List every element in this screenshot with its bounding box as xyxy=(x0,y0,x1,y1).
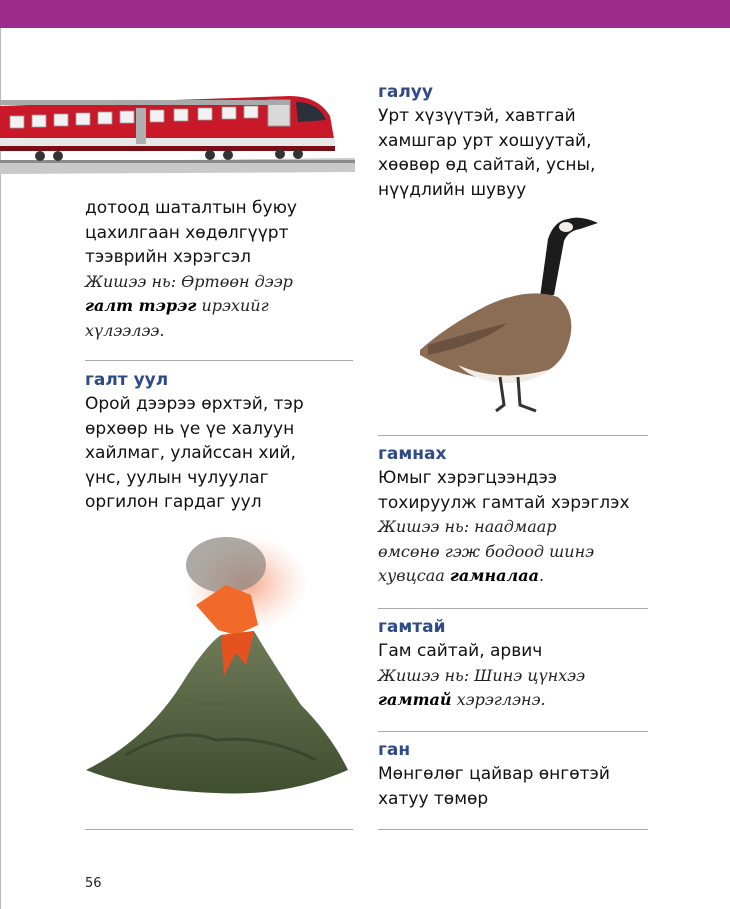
example-bold-word: галт тэрэг xyxy=(85,296,197,315)
divider xyxy=(378,608,648,609)
divider xyxy=(378,435,648,436)
divider xyxy=(85,829,353,830)
entry-galt-uul xyxy=(85,368,360,515)
example-bold-word: гамтай xyxy=(378,690,452,709)
example-bold-word: гамналаа xyxy=(449,566,539,585)
entry-definition: Юмыг хэрэгцээндээ тохируулж гамтай хэрэглэх xyxy=(378,468,630,513)
entry-galt-tereg xyxy=(85,196,360,343)
entry-definition: Мөнгөлөг цайвар өнгөтэй хатуу төмөр xyxy=(378,764,610,809)
top-color-bar xyxy=(0,0,730,28)
entry-definition: Орой дээрээ өрхтэй, тэр өрхөөр нь үе үе халуун хайлмаг, улайссан хий, үнс, уулын чулуулаг оргилон гардаг уул xyxy=(85,394,304,512)
entry-headword: галуу xyxy=(378,82,433,102)
divider xyxy=(378,731,648,732)
entry-definition: дотоод шаталтын буюу цахилгаан хөдөлгүүрт тээврийн хэрэгсэл xyxy=(85,198,297,267)
entry-gamnakh xyxy=(378,442,658,589)
entry-gamtai xyxy=(378,615,648,713)
entry-example: Жишээ нь: Өртөөн дээр галт тэрэг ирэхийг хүлээлээ. xyxy=(85,271,293,340)
goose-illustration xyxy=(408,205,608,415)
entry-example: Жишээ нь: наадмаар өмсөнө гэж бодоод шинэ хувцсаа гамналаа. xyxy=(378,517,595,585)
entry-definition: Гам сайтай, арвич xyxy=(378,641,543,661)
entry-example: Жишээ нь: Шинэ цүнхээ гамтай хэрэглэнэ. xyxy=(378,665,586,709)
entry-headword: гамнах xyxy=(378,444,447,464)
divider xyxy=(378,829,648,830)
entry-definition: Урт хүзүүтэй, хавтгай хамшгар урт хошуутай, хөөвөр өд сайтай, усны, нүүдлийн шувуу xyxy=(378,106,596,200)
train-illustration xyxy=(0,84,355,176)
entry-galuu xyxy=(378,80,648,202)
volcano-illustration xyxy=(86,535,348,805)
entry-headword: гамтай xyxy=(378,617,446,637)
divider xyxy=(85,360,353,361)
entry-gan xyxy=(378,738,648,811)
entry-headword: ган xyxy=(378,740,411,760)
entry-headword: галт уул xyxy=(85,370,169,390)
page-number: 56 xyxy=(85,876,102,891)
